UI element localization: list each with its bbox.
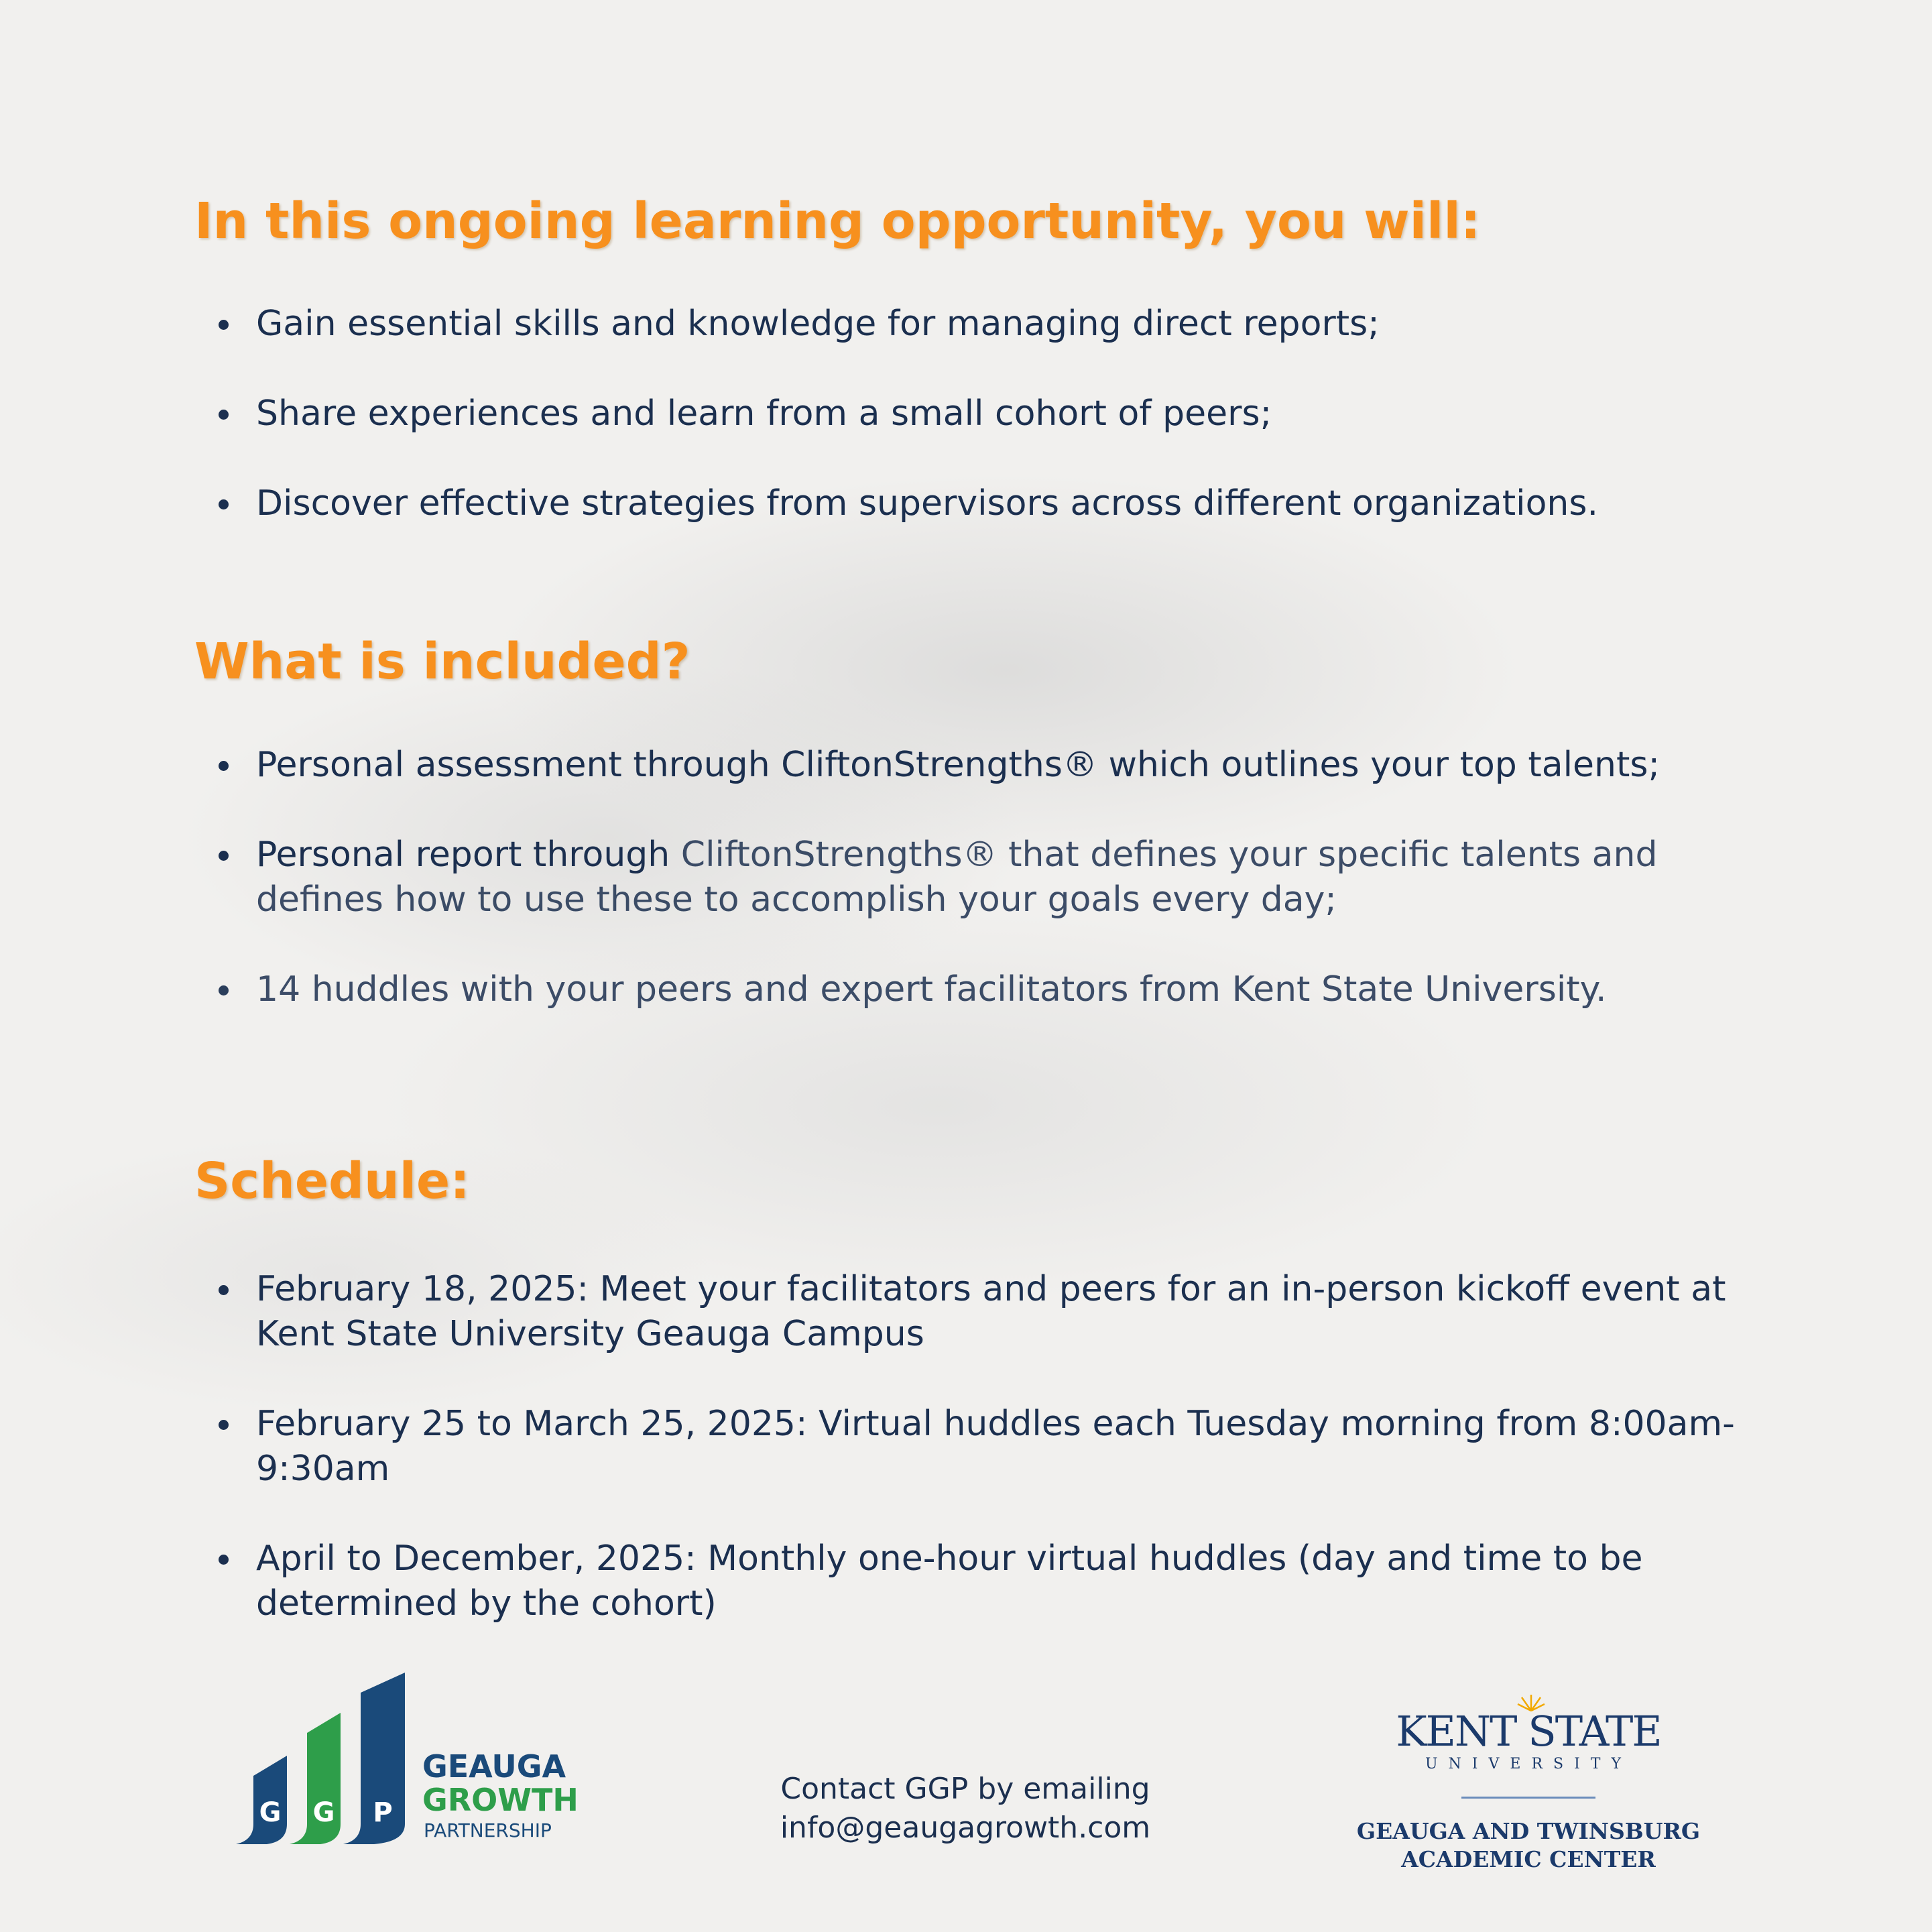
section-heading-included: What is included?: [194, 633, 690, 690]
list-item: Discover effective strategies from supervisors across different organizations.: [194, 481, 1750, 526]
list-item: Personal assessment through CliftonStrengths® which outlines your top talents;: [194, 743, 1750, 788]
outcomes-list: [194, 302, 1750, 526]
list-item-rest: CliftonStrengths® that defines your specific talents and defines how to use these to accomplish your goals every day;: [256, 835, 1658, 920]
kent-state-logo: [1341, 1709, 1716, 1874]
list-item: February 18, 2025: Meet your facilitators and peers for an in-person kickoff event at Kent State University Geauga Campus: [194, 1267, 1750, 1357]
section-heading-schedule: Schedule:: [194, 1152, 470, 1210]
list-item: Share experiences and learn from a small cohort of peers;: [194, 391, 1750, 436]
ggp-letter-2: G: [312, 1797, 335, 1828]
list-item: 14 huddles with your peers and expert facilitators from Kent State University.: [194, 967, 1750, 1012]
contact-line: Contact GGP by emailing: [780, 1772, 1150, 1806]
list-item: Gain essential skills and knowledge for managing direct reports;: [194, 302, 1750, 347]
list-item: April to December, 2025: Monthly one-hour virtual huddles (day and time to be determined by the cohort): [194, 1536, 1750, 1626]
included-list: [194, 743, 1750, 1012]
list-item: February 25 to March 25, 2025: Virtual huddles each Tuesday morning from 8:00am-9:30am: [194, 1402, 1750, 1492]
list-item-lead: Personal report through: [256, 835, 670, 875]
kent-divider: [1461, 1797, 1595, 1799]
kent-state-wordmark: KENT STATE: [1396, 1707, 1661, 1756]
ggp-line-1: GEAUGA: [422, 1748, 566, 1785]
kent-center-line-1: GEAUGA AND TWINSBURG: [1356, 1818, 1701, 1844]
ggp-letter-1: G: [259, 1797, 282, 1828]
ggp-line-3: PARTNERSHIP: [424, 1819, 552, 1842]
list-item: [194, 833, 1750, 922]
ggp-logo: [236, 1673, 585, 1847]
kent-state-name: [1396, 1709, 1661, 1754]
contact-block: [737, 1770, 1193, 1848]
kent-university-label: UNIVERSITY: [1425, 1756, 1632, 1772]
section-heading-outcomes: In this ongoing learning opportunity, you will:: [194, 192, 1481, 250]
contact-email: info@geaugagrowth.com: [780, 1811, 1151, 1845]
schedule-list: [194, 1267, 1750, 1626]
kent-center-line-2: ACADEMIC CENTER: [1401, 1846, 1656, 1872]
sun-icon: [1516, 1693, 1546, 1712]
ggp-letter-3: P: [373, 1797, 393, 1828]
ggp-line-2: GROWTH: [422, 1782, 579, 1818]
